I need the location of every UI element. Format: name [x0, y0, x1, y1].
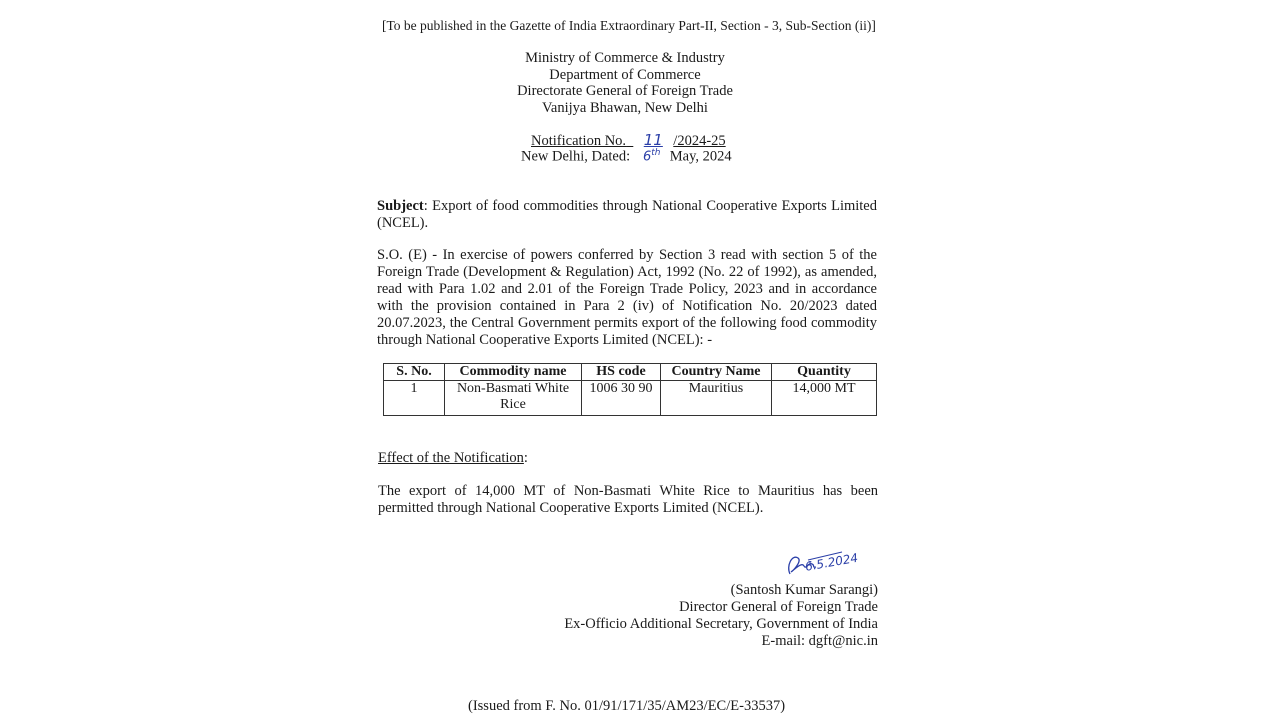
signatory-title: Director General of Foreign Trade: [679, 599, 878, 615]
effect-heading: Effect of the Notification:: [378, 450, 528, 466]
signature-date: 6.5.2024: [804, 550, 860, 574]
date-month-year: May, 2024: [669, 148, 732, 165]
signatory-block: [540, 582, 878, 650]
header-quantity: Quantity: [772, 364, 877, 381]
date-day-handwritten: 6th: [642, 148, 661, 165]
subject-text: : Export of food commodities through National Cooperative Exports Limited (NCEL).: [377, 198, 877, 231]
notification-year: /2024-25: [673, 133, 726, 149]
subject-line: [377, 198, 877, 232]
effect-text: The export of 14,000 MT of Non-Basmati White Rice to Mauritius has been permitted through National Cooperative Exports Limited (NCEL).: [378, 483, 878, 516]
cell-hs-code: 1006 30 90: [582, 381, 661, 416]
header-commodity: Commodity name: [445, 364, 582, 381]
header-hs-code: HS code: [582, 364, 661, 381]
table-row: [384, 381, 877, 416]
notification-number-handwritten: 11: [643, 131, 663, 149]
department-name: Department of Commerce: [549, 66, 701, 83]
file-number-footer: (Issued from F. No. 01/91/171/35/AM23/EC/E-33537): [468, 698, 786, 714]
table-header-row: [384, 364, 877, 381]
header-s-no: S. No.: [384, 364, 445, 381]
signatory-name: (Santosh Kumar Sarangi): [730, 582, 878, 598]
cell-quantity: 14,000 MT: [772, 381, 877, 416]
cell-s-no: 1: [384, 381, 445, 416]
gazette-note: [To be published in the Gazette of India Extraordinary Part-II, Section - 3, Sub-Section (ii)]: [382, 18, 876, 33]
cell-country: Mauritius: [661, 381, 772, 416]
signatory-ex-officio: Ex-Officio Additional Secretary, Government of India: [564, 616, 878, 632]
directorate-name: Directorate General of Foreign Trade: [517, 83, 733, 99]
handwritten-signature: [782, 548, 877, 584]
body-paragraph: S.O. (E) - In exercise of powers conferred by Section 3 read with section 5 of the Foreign Trade (Development & Regulation) Act, 1992 (No. 22 of 1992), as amended, read with Para 1.02 and 2.01 of the Foreign Trade Policy, 2023 and in accordance with the provision contained in Para 2 (iv) of Notification No. 20/2023 dated 20.07.2023, the Central Government permits export of the following food commodity through National Cooperative Exports Limited (NCEL): -: [377, 247, 877, 348]
header-country: Country Name: [661, 364, 772, 381]
signatory-email: E-mail: dgft@nic.in: [761, 633, 878, 649]
ministry-name: Ministry of Commerce & Industry: [525, 50, 725, 66]
office-address: Vanijya Bhawan, New Delhi: [542, 99, 708, 116]
date-label: New Delhi, Dated:: [521, 148, 631, 165]
notification-date-line: [521, 148, 732, 165]
subject-label: Subject: [377, 198, 424, 214]
cell-commodity: Non-Basmati White Rice: [445, 381, 582, 416]
issuing-authority-header: [490, 50, 760, 116]
notification-label: Notification No.: [531, 133, 627, 149]
commodity-table: [383, 363, 877, 416]
